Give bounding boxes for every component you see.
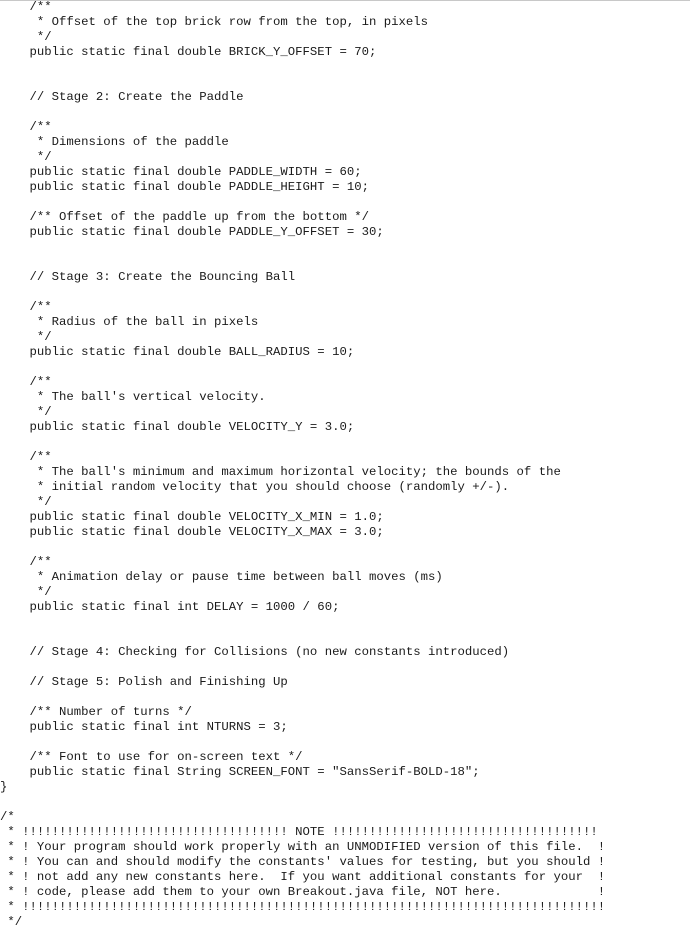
code-line (0, 60, 605, 75)
code-line: * Radius of the ball in pixels (0, 315, 259, 329)
code-line: // Stage 3: Create the Bouncing Ball (0, 270, 296, 284)
code-line: /** Font to use for on-screen text */ (0, 750, 303, 764)
code-line: public static final double VELOCITY_X_MAX = 3.0; (0, 525, 384, 539)
code-line: */ (0, 330, 52, 344)
code-line: public static final String SCREEN_FONT = "SansSerif-BOLD-18"; (0, 765, 480, 779)
code-line: // Stage 2: Create the Paddle (0, 90, 244, 104)
code-line: /** Offset of the paddle up from the bottom */ (0, 210, 369, 224)
code-line: */ (0, 30, 52, 44)
code-line: * The ball's vertical velocity. (0, 390, 266, 404)
code-line (0, 360, 605, 375)
code-line: /** (0, 375, 52, 389)
code-line (0, 630, 605, 645)
code-line: * ! Your program should work properly with an UNMODIFIED version of this file. ! (0, 840, 606, 854)
code-line: public static final double BRICK_Y_OFFSET = 70; (0, 45, 377, 59)
code-line: */ (0, 495, 52, 509)
code-line: * ! code, please add them to your own Breakout.java file, NOT here. ! (0, 885, 606, 899)
code-line: /** (0, 0, 52, 14)
code-line: public static final double PADDLE_WIDTH = 60; (0, 165, 362, 179)
code-line (0, 690, 605, 705)
code-line: * !!!!!!!!!!!!!!!!!!!!!!!!!!!!!!!!!!!!!!!!!!!!!!!!!!!!!!!!!!!!!!!!!!!!!!!!!!!!!!! (0, 900, 606, 914)
code-line: public static final double VELOCITY_Y = 3.0; (0, 420, 355, 434)
code-line: // Stage 4: Checking for Collisions (no new constants introduced) (0, 645, 510, 659)
code-line: * Animation delay or pause time between ball moves (ms) (0, 570, 443, 584)
code-line (0, 435, 605, 450)
code-line: // Stage 5: Polish and Finishing Up (0, 675, 288, 689)
code-line: * Offset of the top brick row from the top, in pixels (0, 15, 429, 29)
code-line: */ (0, 150, 52, 164)
code-line: * ! not add any new constants here. If you want additional constants for your ! (0, 870, 606, 884)
code-line (0, 660, 605, 675)
code-line: */ (0, 915, 23, 929)
code-line (0, 75, 605, 90)
code-line: * !!!!!!!!!!!!!!!!!!!!!!!!!!!!!!!!!!!! NOTE !!!!!!!!!!!!!!!!!!!!!!!!!!!!!!!!!!!! (0, 825, 598, 839)
code-line: public static final double PADDLE_Y_OFFSET = 30; (0, 225, 384, 239)
code-line: /** (0, 450, 52, 464)
code-line: /** (0, 120, 52, 134)
code-line: public static final int NTURNS = 3; (0, 720, 288, 734)
code-line: } (0, 780, 8, 794)
code-line (0, 285, 605, 300)
code-line (0, 240, 605, 255)
code-line: public static final double BALL_RADIUS = 10; (0, 345, 355, 359)
code-line: public static final double VELOCITY_X_MIN = 1.0; (0, 510, 384, 524)
code-line: */ (0, 585, 52, 599)
code-line: public static final double PADDLE_HEIGHT = 10; (0, 180, 369, 194)
code-line (0, 735, 605, 750)
code-line: /* (0, 810, 15, 824)
code-line: * ! You can and should modify the constants' values for testing, but you should ! (0, 855, 606, 869)
code-line (0, 105, 605, 120)
code-line (0, 540, 605, 555)
code-line (0, 255, 605, 270)
code-line (0, 195, 605, 210)
code-line: * The ball's minimum and maximum horizontal velocity; the bounds of the (0, 465, 561, 479)
code-line: public static final int DELAY = 1000 / 60; (0, 600, 340, 614)
code-line: /** (0, 555, 52, 569)
code-line: /** (0, 300, 52, 314)
code-line (0, 615, 605, 630)
code-line: */ (0, 405, 52, 419)
code-line: /** Number of turns */ (0, 705, 192, 719)
code-line: * Dimensions of the paddle (0, 135, 229, 149)
code-line: * initial random velocity that you should choose (randomly +/-). (0, 480, 510, 494)
code-line (0, 795, 605, 810)
